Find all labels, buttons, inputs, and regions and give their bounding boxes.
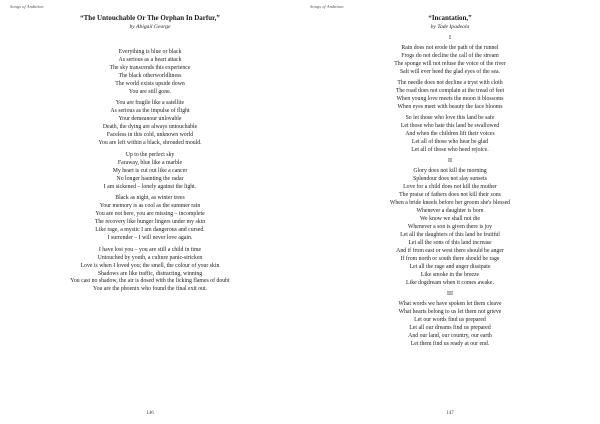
running-head-right: Songs of Ambition: [310, 4, 344, 9]
section-numeral: II: [448, 158, 452, 164]
poem-right: [300, 14, 600, 351]
page-number-right: 147: [446, 411, 454, 416]
poem-line: As serious as the impulse of flight: [110, 108, 190, 115]
poem-line: Love for a child does not kill the mother: [403, 184, 497, 190]
poem-line: Like dogdream when it comes awake.: [406, 280, 494, 286]
poem-line: Let all the rage and anger dissipate: [409, 264, 491, 270]
poem-line: The recovery like hunger lingers under my skin: [94, 219, 206, 226]
poem-line: The needle does not decline a tryst with cloth: [397, 80, 503, 86]
poem-line: No longer haunting the radar: [116, 175, 184, 182]
poem-line: Like rage, a mystic I am dangerous and cursed.: [95, 227, 205, 234]
poem-line: Let them find us ready at our end.: [410, 341, 490, 347]
poem-line: If from north or south there should be rage: [400, 256, 500, 262]
page-number-left: 146: [146, 411, 154, 416]
poem-line: Black as night, as winter trees: [115, 195, 185, 202]
poem-line: Death, the dying are always untouchable: [102, 124, 198, 131]
poem-line: And our land, our country, our earth: [408, 333, 492, 339]
poem-line: Up to the perfect sky: [125, 151, 175, 158]
poem-line: Let all our dreams find us prepared: [409, 325, 491, 331]
poem-line: Let all the daughters of this land be fruitful: [400, 232, 500, 238]
poem-author: by Abigail George: [129, 24, 171, 30]
poem-line: You cast no shadow, the air is dosed with the licking flames of doubt: [70, 278, 230, 285]
poem-body: [0, 49, 300, 294]
poem-line: Splendour does not slay sunsets: [413, 176, 487, 182]
poem-line: Rain does not erode the path of the runnel: [401, 45, 499, 51]
stanza: [0, 100, 300, 147]
section-numeral: III: [447, 291, 453, 297]
poem-line: Untouched by youth, a culture panic-stricken: [97, 254, 203, 261]
poem-line: Shadows are like traffic, distracting, winning: [97, 270, 203, 277]
poem-line: The sky transcends this experience: [109, 64, 191, 71]
poem-line: Whenever a son is given there is joy: [407, 224, 493, 230]
poem-line: I have lost you – you are still a child in time: [98, 246, 202, 253]
poem-line: Faraway, blue like a marble: [117, 159, 183, 166]
poem-line: Let our words find us prepared: [414, 317, 486, 323]
poem-line: You are still gone.: [128, 88, 172, 95]
poem-line: Like smoke in the breeze: [420, 272, 480, 278]
poem-line: You are not here, you are missing – incomplete: [95, 211, 205, 218]
poem-line: Your memory is as cool as the summer rain: [99, 203, 201, 210]
poem-line: You are left within a black, shrouded mould.: [98, 139, 202, 146]
poem-line: Salt will ever heed the glad eyes of the sea.: [399, 69, 501, 75]
poem-line: The praise of fathers does not kill their sons: [399, 192, 501, 198]
poem-line: And if from east or west there should be anger: [396, 248, 504, 254]
stanza: [0, 195, 300, 242]
poem-line: I surrender – I will never love again.: [107, 234, 193, 241]
poem-line: Let all of those who hear be glad: [411, 139, 489, 145]
poem-line: Let those who hate this land be swallowed: [400, 123, 500, 129]
poem-line: Everything is blue or black: [118, 49, 182, 55]
poem-line: The sponge will not refuse the voice of the river: [394, 61, 506, 67]
poem-line: My heart is cut out like a cancer: [112, 167, 188, 174]
stanza: [300, 167, 600, 287]
stanza: [300, 300, 600, 348]
poem-line: I am sickened – lonely against the light.: [103, 183, 197, 190]
poem-line: What hearts belong to us let them not grieve: [398, 309, 502, 315]
poem-line: When eyes meet with beauty the face blooms: [397, 104, 503, 110]
poem-line: When young love meets the moon it blossoms: [396, 96, 504, 102]
poem-line: Whenever a daughter is born: [416, 208, 484, 214]
poem-line: Let all of those who heed rejoice.: [411, 147, 489, 153]
poem-line: You are the phoenix who found the final exit out.: [92, 286, 208, 293]
poem-line: Faceless in this cold, unknown world: [106, 132, 194, 139]
poem-line: As serious as a heart attack: [118, 56, 182, 63]
poem-left: [0, 14, 300, 298]
poem-title: “The Untouchable Or The Orphan In Darfur,”: [80, 14, 220, 22]
poem-line: Love is when I loved you; the smell, the colour of your skin: [80, 262, 220, 269]
stanza: [300, 79, 600, 111]
poem-line: What words we have spoken let them cleave: [398, 301, 502, 307]
poem-title: “Incantation,”: [428, 14, 472, 22]
poem-author: by Tade Ipadeola: [430, 24, 470, 30]
poem-line: The road does not complain at the tread of feet: [395, 88, 505, 94]
poem-line: We know we shall not die: [420, 216, 480, 222]
stanza: [300, 44, 600, 76]
poem-line: Glory does not kill the morning: [413, 168, 487, 174]
poem-line: So let those who love this land be safe: [405, 115, 495, 121]
poem-line: Let all the sons of this land increase: [408, 240, 492, 246]
running-head-left: Songs of Ambition: [10, 4, 44, 9]
stanza: [0, 49, 300, 96]
poem-body: [300, 34, 600, 348]
section-numeral: I: [449, 35, 451, 41]
poem-line: When a bride kneels before her groom she's blessed: [389, 200, 511, 206]
poem-line: Frogs do not decline the call of the stream: [401, 53, 499, 59]
poem-line: The world exists upside down: [115, 80, 185, 87]
poem-line: Your demeanour unlovable: [118, 116, 182, 123]
stanza: [0, 247, 300, 294]
right-page: [300, 0, 600, 424]
stanza: [0, 152, 300, 192]
poem-line: And when the children lift their voices: [405, 131, 495, 137]
stanza: [300, 114, 600, 154]
poem-line: The black otherworldliness: [118, 72, 182, 79]
poem-line: You are fragile like a satellite: [115, 100, 185, 107]
